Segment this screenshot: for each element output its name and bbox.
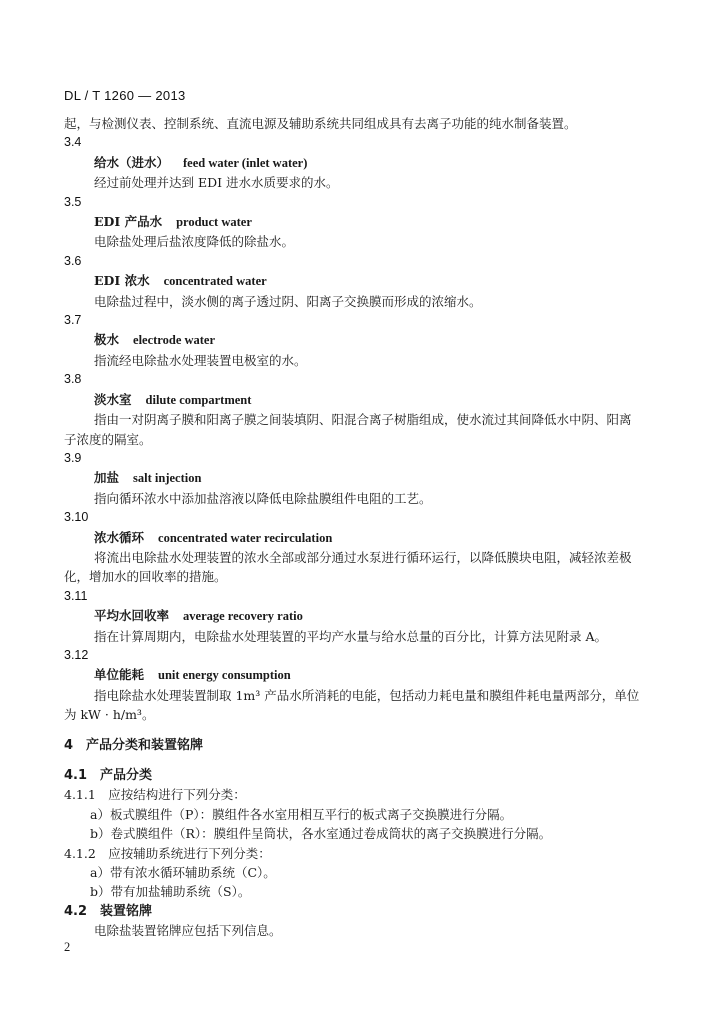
clause-4-2-text: 电除盐装置铭牌应包括下列信息。 — [94, 923, 282, 939]
definition-term — [64, 528, 664, 548]
page-content — [64, 114, 664, 941]
definition-number: 3.5 — [64, 194, 82, 209]
term-english: dilute compartment — [145, 392, 252, 407]
definition-text: 指流经电除盐水处理装置电极室的水。 — [94, 352, 307, 368]
definition-text: 化，增加水的回收率的措施。 — [64, 569, 227, 585]
term-english: electrode water — [133, 333, 216, 348]
section-4-title: 4 产品分类和装置铭牌 — [64, 737, 204, 753]
term-chinese: 给水（进水） — [94, 154, 170, 170]
term-english: product water — [176, 215, 252, 230]
definitions-list — [64, 133, 664, 724]
term-chinese: EDI 产品水 — [94, 214, 163, 230]
definition-text: 指在计算周期内，电除盐水处理装置的平均产水量与给水总量的百分比，计算方法见附录 A。 — [94, 628, 608, 644]
clause-4-1-2-item-a: a）带有浓水循环辅助系统（C）。 — [90, 865, 276, 881]
definition-text: 为 kW · h/m³。 — [64, 707, 155, 723]
definition-text: 子浓度的隔室。 — [64, 431, 152, 447]
term-english: concentrated water — [163, 274, 267, 289]
definition-text: 将流出电除盐水处理装置的浓水全部或部分通过水泵进行循环运行，以降低膜块电阻，减轻浓差极 — [94, 549, 632, 565]
definition-term — [64, 606, 664, 626]
term-english: salt injection — [133, 471, 202, 486]
definition-number: 3.9 — [64, 450, 82, 465]
definition-text: 电除盐过程中，淡水侧的离子透过阴、阳离子交换膜而形成的浓缩水。 — [94, 293, 482, 309]
definition-term — [64, 390, 664, 410]
page-number: 2 — [64, 940, 71, 954]
term-english: unit energy consumption — [158, 668, 291, 683]
definition-term — [64, 330, 664, 350]
term-chinese: 平均水回收率 — [94, 608, 170, 624]
definition-text: 指向循环浓水中添加盐溶液以降低电除盐膜组件电阻的工艺。 — [94, 490, 432, 506]
definition-term — [64, 665, 664, 685]
clause-4-1-1-item-a: a）板式膜组件（P）：膜组件各水室用相互平行的板式离子交换膜进行分隔。 — [90, 806, 513, 822]
definition-number: 3.12 — [64, 647, 89, 662]
clause-4-1-2: 4.1.2 应按辅助系统进行下列分类： — [64, 845, 271, 861]
term-chinese: 浓水循环 — [94, 529, 145, 545]
term-chinese: EDI 浓水 — [94, 273, 150, 289]
definition-text: 电除盐处理后盐浓度降低的除盐水。 — [94, 234, 295, 250]
definition-number: 3.10 — [64, 510, 89, 525]
clause-4-1-2-item-b: b）带有加盐辅助系统（S）。 — [90, 884, 251, 900]
term-chinese: 淡水室 — [94, 391, 132, 407]
definition-text: 指电除盐水处理装置制取 1m³ 产品水所消耗的电能，包括动力耗电量和膜组件耗电量两部分，单位 — [94, 687, 640, 703]
standard-header: DL / T 1260 — 2013 — [64, 88, 186, 103]
term-chinese: 加盐 — [94, 470, 120, 486]
definition-text: 经过前处理并达到 EDI 进水水质要求的水。 — [94, 175, 339, 191]
term-english: average recovery ratio — [183, 609, 303, 624]
section-4-1-title: 4.1 产品分类 — [64, 768, 153, 783]
clause-4-1-1: 4.1.1 应按结构进行下列分类： — [64, 787, 246, 803]
intro-line: 起，与检测仪表、控制系统、直流电源及辅助系统共同组成具有去离子功能的纯水制备装置。 — [64, 116, 577, 131]
definition-term — [64, 468, 664, 488]
term-chinese: 单位能耗 — [94, 667, 145, 683]
definition-term — [64, 271, 664, 291]
definition-number: 3.6 — [64, 253, 82, 268]
term-english: concentrated water recirculation — [158, 530, 333, 545]
definition-number: 3.4 — [64, 135, 82, 150]
definition-number: 3.11 — [64, 588, 88, 603]
definition-term — [64, 153, 664, 173]
term-english: feed water (inlet water) — [183, 155, 308, 170]
definition-number: 3.8 — [64, 372, 82, 387]
definition-text: 指由一对阴离子膜和阳离子膜之间装填阴、阳混合离子树脂组成，使水流过其间降低水中阴、阳离 — [94, 412, 632, 428]
clause-4-1-1-item-b: b）卷式膜组件（R）：膜组件呈筒状，各水室通过卷成筒状的离子交换膜进行分隔。 — [90, 826, 552, 842]
definition-number: 3.7 — [64, 313, 82, 328]
section-4-2-title: 4.2 装置铭牌 — [64, 903, 153, 919]
definition-term — [64, 212, 664, 232]
term-chinese: 极水 — [94, 332, 120, 348]
